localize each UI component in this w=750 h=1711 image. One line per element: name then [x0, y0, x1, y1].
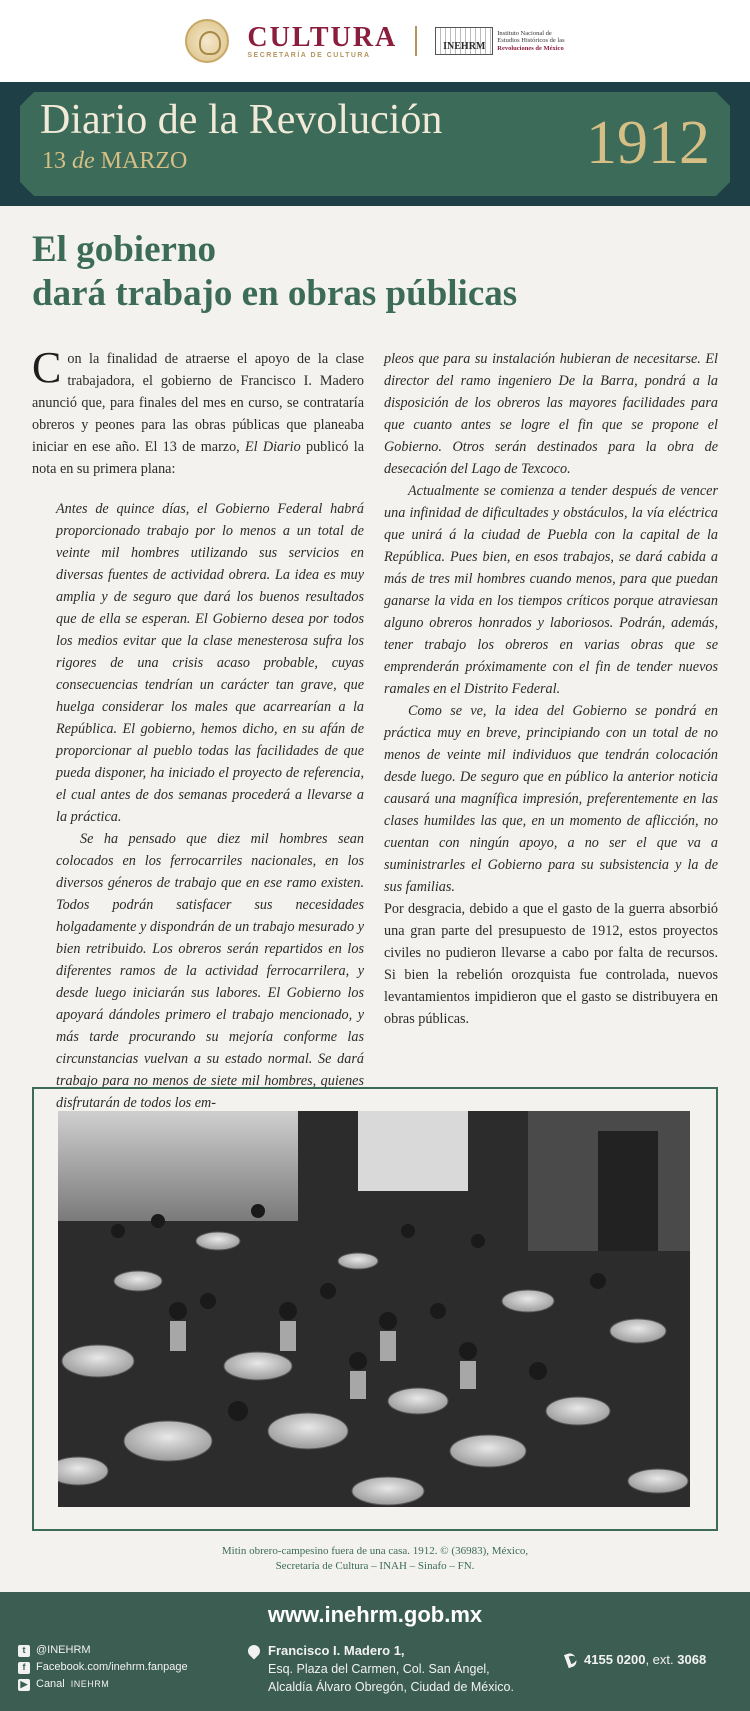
- logo-divider: [415, 26, 417, 56]
- address: Francisco I. Madero 1, Esq. Plaza del Carmen, Col. San Ángel, Alcaldía Álvaro Obregón, Ciudad de México.: [248, 1642, 514, 1696]
- website-link[interactable]: www.inehrm.gob.mx: [267, 1602, 483, 1627]
- twitter-link[interactable]: t @INEHRM: [18, 1642, 188, 1659]
- article-column-right: [384, 348, 718, 1030]
- quote-paragraph: pleos que para su instalación hubieran de necesitarse. El director del ramo ingeniero De la Barra, pondrá a la disposición de los obreros las mayores facilidades para que cuanto antes se logre el fin que se propone el Gobierno. Otros serán destinados para la obra de desecación del Lago de Texcoco.: [384, 351, 718, 477]
- inehrm-building-icon: INEHRM: [435, 27, 493, 55]
- photo-frame: [32, 1087, 718, 1531]
- cultura-logo: [247, 21, 398, 59]
- phone-icon: [564, 1651, 578, 1668]
- historical-photo: [58, 1111, 690, 1507]
- quoted-note-continued: [384, 348, 718, 898]
- banner-title: Diario de la Revolución: [40, 97, 443, 143]
- twitter-icon: t: [18, 1645, 30, 1657]
- drop-cap: C: [32, 343, 62, 392]
- article-headline: El gobierno dará trabajo en obras públicas: [32, 229, 518, 314]
- banner-date: 13 de MARZO: [42, 148, 188, 174]
- article-column-left: [32, 343, 365, 1114]
- mexico-seal-icon: [185, 19, 229, 63]
- banner-year: 1912: [586, 109, 710, 177]
- inehrm-logo: [435, 27, 564, 55]
- youtube-link[interactable]: ▶ Canal INEHRM: [18, 1676, 188, 1693]
- article-intro: Con la finalidad de atraerse el apoyo de la clase trabajadora, el gobierno de Francisco I. Madero anunció que, para finales del mes en curso, se contrataría obreros y peones para las obras públicas que planeaba iniciar en ese año. El 13 de marzo, El Diario publicó la nota en su primera plana:: [32, 343, 365, 477]
- cultura-logo-subtitle: SECRETARÍA DE CULTURA: [247, 51, 371, 59]
- footer: [0, 1592, 750, 1711]
- youtube-icon: ▶: [18, 1679, 30, 1691]
- newspaper-name: El Diario: [245, 439, 301, 455]
- photo-caption: Mitin obrero-campesino fuera de una casa. 1912. © (36983), México, Secretaría de Cultura – INAH – Sinafo – FN.: [221, 1545, 529, 1572]
- phone-number[interactable]: 4155 0200, ext. 3068: [566, 1652, 706, 1667]
- social-links: [18, 1642, 188, 1693]
- quote-paragraph: Actualmente se comienza a tender después de vencer una infinidad de dificultades y obstáculos, la vía eléctrica que unirá á la ciudad de Puebla con la capital de la República. Pues bien, en esos trabajos, se dará cabida a más de tres mil hombres cuando menos, para que puedan ganarse la vida en los tiempos críticos porque atraviesan alguno obreros honrados y laboriosos. Podrán, además, tener trabajo los obreros en varias obras que se emprenderán próximamente con el fin de tender nuevos ramales en el Distrito Federal.: [384, 483, 718, 697]
- facebook-icon: f: [18, 1662, 30, 1674]
- quoted-note: [32, 498, 364, 1114]
- title-banner: [0, 82, 750, 206]
- article-closing: Por desgracia, debido a que el gasto de la guerra absorbió una gran parte del presupuesto de 1912, estos proyectos civiles no pudieron llevarse a cabo por falta de recursos. Si bien la rebelión orozquista fue controlada, nuevos levantamientos impidieron que el gasto se distribuyera en obras públicas.: [384, 901, 718, 1027]
- institutional-header: [0, 0, 750, 82]
- cultura-logo-text: CULTURA: [247, 21, 398, 53]
- quote-paragraph: Antes de quince días, el Gobierno Federal habrá proporcionado trabajo por lo menos a un total de veinte mil hombres utilizando sus servicios en diversas fuentes de actividad obrera. La idea es muy amplia y de seguro que dará los buenos resultados que de ella se esperan. El Gobierno desea por todos los medios evitar que la clase menesterosa sufra los rigores de una crisis acaso probable, cuyas consecuencias tendrían un carácter tan grave, que huelga considerar los males que acarrearían a la República. El gobierno, hemos dicho, en su afán de proporcionar al pueblo todas las facilidades de que pueda disponer, ha iniciado el proyecto de referencia, el cual antes de dos semanas procederá a llevarse a la práctica.: [56, 501, 364, 825]
- crowd-photo-image: [58, 1111, 690, 1507]
- quote-paragraph: Como se ve, la idea del Gobierno se pondrá en práctica muy en breve, principiando con un total de no menos de veinte mil individuos que tendrán colocación desde luego. De seguro que en público la anterior noticia causará una magnífica impresión, preferentemente en las clases humildes las que, en un momento de aflicción, no cuentan con ningún apoyo, a no ser el que va a suministrarles el Gobierno para su subsistencia y la de sus familias.: [384, 703, 718, 895]
- facebook-link[interactable]: f Facebook.com/inehrm.fanpage: [18, 1659, 188, 1676]
- inehrm-logo-text: Instituto Nacional de Estudios Históricos de las Revoluciones de México: [497, 29, 565, 52]
- quote-paragraph: Se ha pensado que diez mil hombres sean colocados en los ferrocarriles nacionales, en los diversos géneros de trabajo que en ese ramo existen. Todos podrán satisfacer sus necesidades holgadamente y dispondrán de un trabajo mesurado y bien retribuido. Los obreros serán repartidos en los diferentes ramos de la actividad ferrocarrilera, y desde luego iniciarán sus labores. El Gobierno los apoyará dándoles primero el trabajo mencionado, y más tarde procurando su mejoría conforme las circunstancias vuelvan a su estado normal. Se dará trabajo para no menos de siete mil hombres, quienes disfrutarán de todos los em-: [56, 831, 364, 1111]
